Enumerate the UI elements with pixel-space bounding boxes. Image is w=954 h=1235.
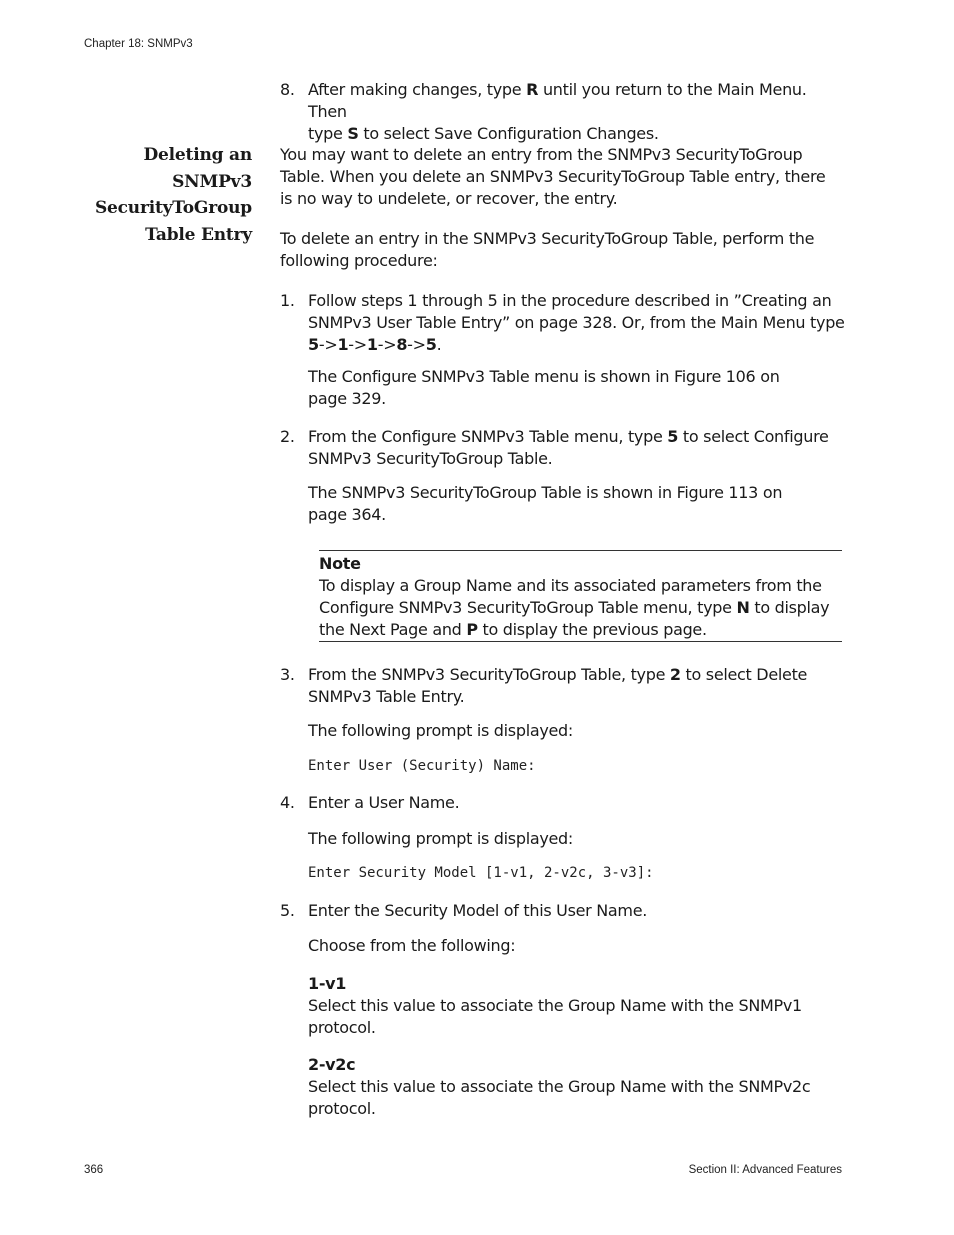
prompt-label: The following prompt is displayed: [308, 829, 574, 848]
step-number: 8. [280, 80, 295, 99]
section-footer: Section II: Advanced Features [688, 1164, 842, 1176]
option-entry [308, 973, 848, 1039]
step-number: 3. [280, 665, 295, 684]
step-number: 5. [280, 901, 295, 920]
cli-prompt: Enter Security Model [1-v1, 2-v2c, 3-v3]: [308, 865, 654, 881]
option-description: Select this value to associate the Group Name with the SNMPv2c [308, 1077, 811, 1096]
option-description: protocol. [308, 1099, 376, 1118]
section-heading-line: Table Entry [145, 224, 252, 245]
step-1-result: The Configure SNMPv3 Table menu is shown in Figure 106 on page 329. [308, 367, 780, 408]
option-name: 1-v1 [308, 974, 347, 993]
step-number: 1. [280, 291, 295, 310]
prompt-label: The following prompt is displayed: [308, 721, 574, 740]
option-entry [308, 1054, 848, 1120]
step-3-text: From the SNMPv3 SecurityToGroup Table, type 2 to select Delete SNMPv3 Table Entry. [308, 665, 808, 706]
step-5-text: Enter the Security Model of this User Name. [308, 901, 648, 920]
page-number: 366 [84, 1164, 104, 1176]
section-heading [95, 142, 252, 248]
running-header: Chapter 18: SNMPv3 [84, 38, 193, 50]
note-box [319, 550, 842, 642]
option-description: protocol. [308, 1018, 376, 1037]
step-number: 4. [280, 793, 295, 812]
intro-paragraph: You may want to delete an entry from the SNMPv3 SecurityToGroup Table. When you delete an SNMPv3 SecurityToGroup Table entry, there is no way to undelete, or recover, the entry. [280, 145, 826, 208]
option-description: Select this value to associate the Group Name with the SNMPv1 [308, 996, 802, 1015]
step-8-text: After making changes, type R until you return to the Main Menu. Then type S to select Save Configuration Changes. [308, 80, 807, 143]
menu-key-sequence: 5->1->1->8->5. [308, 335, 442, 354]
step-2-result: The SNMPv3 SecurityToGroup Table is shown in Figure 113 on page 364. [308, 483, 783, 524]
section-heading-line: SNMPv3 [172, 171, 252, 192]
step-4-text: Enter a User Name. [308, 793, 460, 812]
step-2-text: From the Configure SNMPv3 Table menu, type 5 to select Configure SNMPv3 SecurityToGroup Table. [308, 427, 829, 468]
step-number: 2. [280, 427, 295, 446]
note-title: Note [319, 554, 361, 573]
option-name: 2-v2c [308, 1055, 356, 1074]
choose-label: Choose from the following: [308, 936, 516, 955]
section-heading-line: SecurityToGroup [94, 198, 252, 218]
cli-prompt: Enter User (Security) Name: [308, 758, 536, 774]
note-text: To display a Group Name and its associated parameters from the Configure SNMPv3 SecurityToGroup Table menu, type N to display the Next Page and P to display the previous page. [319, 576, 830, 639]
procedure-intro: To delete an entry in the SNMPv3 SecurityToGroup Table, perform the following procedure: [280, 229, 815, 270]
step-1-text: Follow steps 1 through 5 in the procedure described in ”Creating an SNMPv3 User Table Entry” on page 328. Or, from the Main Menu type 5->1->1->8->5. [308, 290, 848, 356]
section-heading-line: Deleting an [143, 145, 252, 165]
